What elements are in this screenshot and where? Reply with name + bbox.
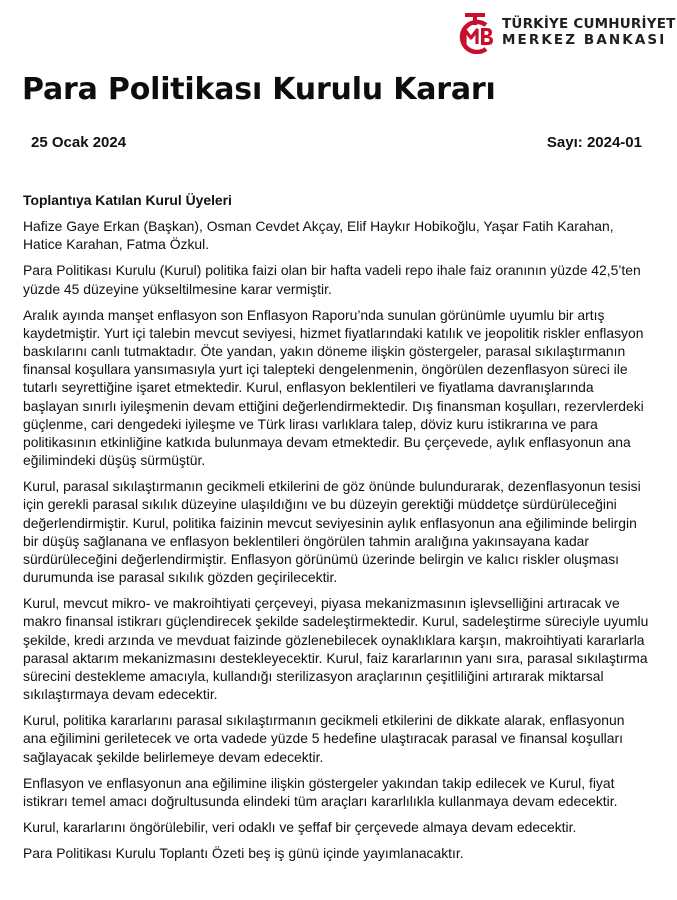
paragraph-macroprudential: Kurul, mevcut mikro- ve makroihtiyati çerçeveyi, piyasa mekanizmasının işlevselliğini artıracak ve makro finansal istikrarı güçlendirecek şekilde sadeleştirmektedir. Kurul, sadeleştirme süreciyle uyumlu şekilde, kredi arzında ve mevduat faizinde gözlenebilecek oynaklıklara karşın, makroihtiyati kararlarla parasal aktarım mekanizmasını destekleyecektir. Kurul, faiz kararlarının yanı sıra, parasal sıkılaştırma sürecini destekleme amacıyla, kullandığı sterilizasyon araçlarının çeşitliliğini artırarak miktarsal sıkılaştırmaya devam edecektir. [23, 595, 649, 703]
paragraph-inflation-outlook: Aralık ayında manşet enflasyon son Enflasyon Raporu’nda sunulan görünümle uyumlu bir artış kaydetmiştir. Yurt içi talebin mevcut seviyesi, hizmet fiyatlarındaki katılık ve jeopolitik riskler enflasyon baskılarını canlı tutmaktadır. Öte yandan, yakın döneme ilişkin göstergeler, parasal sıkılaştırmanın finansal koşullara yansımasıyla yurt içi talepteki dengelenmenin, öngörülen dezenflasyon süreci ile tutarlı seyrettiğine işaret etmektedir. Kurul, enflasyon beklentileri ve fiyatlama davranışlarında başlayan sınırlı iyileşmenin devam ettiğini değerlendirmektedir. Dış finansman koşulları, rezervlerdeki güçlenme, cari dengedeki iyileşme ve Türk lirası varlıklara talep, döviz kuru istikrarına ve para politikasının etkinliğine katkıda bulunmaya devam etmektedir. Bu çerçevede, aylık enflasyonun ana eğilimindeki düşüş sürmüştür. [23, 306, 644, 469]
tcmb-emblem-icon [456, 12, 496, 54]
members-list: Hafize Gaye Erkan (Başkan), Osman Cevdet Akçay, Elif Haykır Hobikoğlu, Yaşar Fatih Karahan, Hatice Karahan, Fatma Özkul. [23, 218, 614, 253]
paragraph-rate-decision: Para Politikası Kurulu (Kurul) politika faizi olan bir hafta vadeli repo ihale faiz oranının yüzde 42,5’ten yüzde 45 düzeyine yükseltilmesine karar vermiştir. [23, 262, 641, 297]
issue-number: Sayı: 2024-01 [546, 134, 642, 151]
paragraph-summary-notice: Para Politikası Kurulu Toplantı Özeti beş iş günü içinde yayımlanacaktır. [23, 844, 464, 861]
bank-name-line1: TÜRKİYE CUMHURİYET [502, 16, 676, 32]
bank-name-line2: MERKEZ BANKASI [502, 32, 667, 48]
bank-name [502, 16, 676, 49]
paragraph-indicators: Enflasyon ve enflasyonun ana eğilimine ilişkin göstergeler yakından takip edilecek ve Kurul, fiyat istikrarı temel amacı doğrultusunda elindeki tüm araçları kararlılıkla kullanmaya devam edecektir. [23, 774, 618, 809]
document-body [23, 191, 651, 870]
page-title: Para Politikası Kurulu Kararı [22, 72, 496, 107]
paragraph-monetary-tightness: Kurul, parasal sıkılaştırmanın gecikmeli etkilerini de göz önünde bulundurarak, dezenflasyonun tesisi için gerekli parasal sıkılık düzeyine ulaşıldığını ve bu düzeyin gerektiği müddetçe sürdürüleceğini değerlendirmiştir. Kurul, politika faizinin mevcut seviyesinin aylık enflasyonun ana eğiliminde belirgin bir düşüş sağlanana ve enflasyon beklentileri öngörülen tahmin aralığına yakınsayana kadar sürdürüleceğini değerlendirmiştir. Enflasyon görünümü üzerinde belirgin ve kalıcı riskler oluşması durumunda ise parasal sıkılık gözden geçirilecektir. [23, 478, 641, 586]
members-heading: Toplantıya Katılan Kurul Üyeleri [23, 192, 232, 208]
decision-date: 25 Ocak 2024 [31, 134, 127, 151]
central-bank-logo [456, 12, 676, 54]
paragraph-transparency: Kurul, kararlarını öngörülebilir, veri odaklı ve şeffaf bir çerçevede almaya devam edecektir. [23, 818, 577, 835]
paragraph-policy-target: Kurul, politika kararlarını parasal sıkılaştırmanın gecikmeli etkilerini de dikkate alarak, enflasyonun ana eğilimini geriletecek ve orta vadede yüzde 5 hedefine ulaştıracak parasal ve finansal koşulları sağlayacak şekilde belirlemeye devam edecektir. [23, 712, 625, 765]
